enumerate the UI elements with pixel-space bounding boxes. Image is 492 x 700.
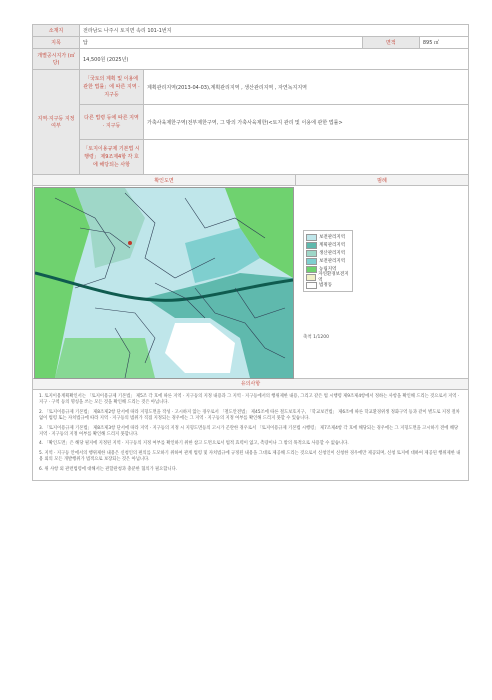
legend-swatch (306, 234, 317, 241)
note-item: 2. 「토지이용규제 기본법」 제8조제2항 단서에 따라 지형도면을 작성 · 고시하지 않는 경우로서 「철도안전법」 제45조에 따른 철도보호지구, 「학교보건법」 제6조에 따른 학교환경위생 정화구역 등과 같이 별도로 지정 절차 없이 법령 또는 자치법규에 따라 지역 · 지구등의 범위가 직접 지정되는 경우에는 그 지역 · 지구등의 지정 여부를 확인해 드리지 못할 수 있습니다. (39, 409, 460, 422)
jimok-label: 지목 (33, 37, 80, 49)
legend-label: 보전관리지역 (319, 235, 346, 240)
note-item: 4. 「확인도면」은 해당 필지에 지정된 지역 · 지구등의 지정 여부를 확인하기 위한 참고 도면으로서 법적 효력이 없고, 측량이나 그 밖의 목적으로 사용할 수 없습니다. (39, 441, 349, 447)
notes-title: 유의사항 (33, 379, 468, 390)
legend-label: 보전관리지역 (319, 259, 346, 264)
legend-swatch (306, 242, 317, 249)
legend-item (306, 249, 350, 257)
jimok-value: 답 (80, 37, 363, 49)
map-scale: 축척 1/1200 (303, 335, 329, 340)
legend-panel (295, 186, 468, 378)
price-value: 14,500원 (2025년) (80, 49, 469, 70)
notes-section (32, 379, 469, 481)
note-item: 1. 토지이용계획확인서는 「토지이용규제 기본법」 제5조 각 호에 따른 지역 · 지구등의 지정 내용과 그 지역 · 지구등에서의 행위제한 내용, 그리고 같은 법 시행령 제9조제4항에서 정하는 사항을 확인해 드리는 것으로서 지역 · 지구 · 구역 등의 명칭을 쓰는 모든 것을 확인해 드리는 것은 아닙니다. (39, 394, 460, 406)
price-label: 개별공시지가 (㎡당) (33, 49, 80, 70)
legend-label: 자연환경보전지역 (318, 272, 349, 283)
address-value: 전라남도 나주시 토지면 속리 101-1번지 (80, 25, 469, 37)
area-label: 면적 (362, 37, 419, 49)
zoning-row2-value: 가축사육제한구역(전부제한구역, 그 밖의 가축사육제한)<토지 관리 및 이용에 관한 법률> (144, 105, 469, 140)
legend-label: 법정동 (319, 283, 333, 288)
info-table (32, 24, 469, 175)
legend-label: 농림지역 (319, 267, 337, 272)
zoning-row2-label: 다른 법령 등에 따른 지역 · 지구등 (80, 105, 144, 140)
zoning-label: 지역·지구등 지정여부 (33, 70, 80, 175)
zoning-row1-value: 계획관리지역(2013-04-03),계획관리지역 , 생산관리지역 , 자연녹지지역 (144, 70, 469, 105)
legend-label: 생산관리지역 (319, 251, 346, 256)
legend-swatch (306, 282, 317, 289)
legend-item (306, 257, 350, 265)
map-image (34, 187, 294, 379)
zoning-row1-label: 「국토의 계획 및 이용에 관한 법률」에 따른 지역 · 지구등 (80, 70, 144, 105)
legend-box (303, 230, 353, 292)
zoning-row3-label: 「토지이용규제 기본법 시행령」 제9조제4항 각 호에 해당되는 사항 (80, 140, 144, 175)
legend-item (306, 241, 350, 249)
area-value: 895 ㎡ (419, 37, 468, 49)
note-item: 6. 위 사항 외 관련법령에 대해서는 관할관청과 충분한 협의가 필요합니다. (39, 466, 178, 472)
legend-label: 계획관리지역 (319, 243, 346, 248)
address-label: 소재지 (33, 25, 80, 37)
legend-swatch (306, 266, 317, 273)
note-item: 3. 「토지이용규제 기본법」 제8조제3항 단서에 따라 지역 · 지구등의 지정 시 지형도면등의 고시가 곤란한 경우로서 「토지이용규제 기본법 시행령」 제7조제4항 각 호에 해당되는 경우에는 그 지형도면을 고시하기 전에 해당 지역 · 지구등의 지정 여부를 확인해 드리지 못합니다. (39, 425, 459, 438)
note-item: 5. 지역 · 지구등 안에서의 행위제한 내용은 신청인의 편의를 도모하기 위하여 관계 법령 및 자치법규에 규정된 내용을 그대로 제공해 드리는 것으로서 신청인이 신청한 경우에만 제공되며, 신청 토지에 대하여 제공된 행위제한 내용 외의 모든 개발행위가 법적으로 보장되는 것은 아닙니다. (39, 450, 461, 463)
map-section (32, 175, 469, 379)
zoning-row3-value (144, 140, 469, 175)
map-section-title: 확인도면 (33, 175, 296, 185)
legend-item (306, 273, 350, 281)
legend-title: 범례 (377, 177, 387, 184)
legend-swatch (306, 250, 317, 257)
land-use-plan-document (32, 24, 469, 481)
legend-swatch (306, 274, 316, 281)
legend-item (306, 233, 350, 241)
legend-swatch (306, 258, 317, 265)
cadastral-map-graphic (35, 188, 293, 378)
